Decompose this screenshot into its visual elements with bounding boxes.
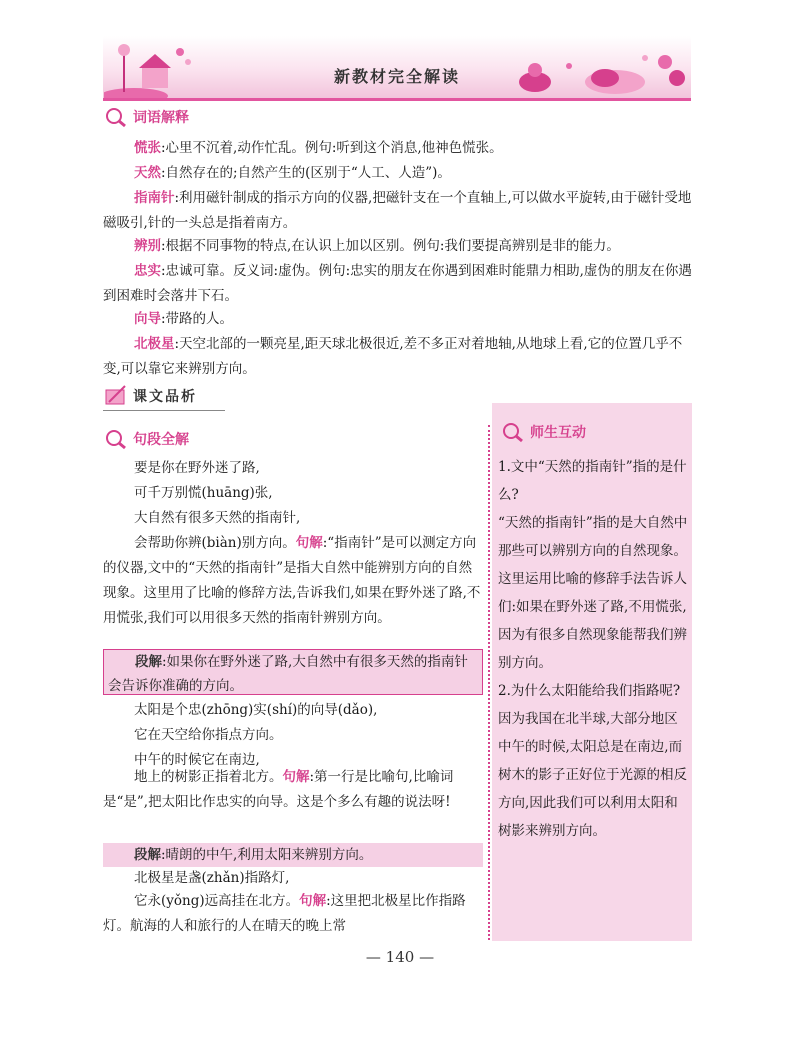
sidebar-heading	[500, 421, 586, 443]
lesson-heading-underline	[103, 410, 225, 411]
lesson-heading-text: 课文品析	[133, 389, 197, 405]
analysis-paragraph-2	[103, 765, 483, 815]
vocab-def: :心里不沉着,动作忙乱。例句:听到这个消息,他神色慌张。	[161, 140, 503, 156]
vocab-term: 慌张	[134, 140, 161, 156]
poem-stanza-3	[134, 866, 484, 891]
magnifier-icon	[103, 106, 129, 128]
vocab-heading	[103, 106, 189, 128]
vocab-def: :忠诚可靠。反义词:虚伪。例句:忠实的朋友在你遇到困难时能鼎力相助,虚伪的朋友在你遇到困难时会落井下石。	[103, 263, 692, 304]
question-1: 1.文中“天然的指南针”指的是什么?	[498, 459, 687, 503]
answer-1: “天然的指南针”指的是大自然中那些可以辨别方向的自然现象。这里运用比喻的修辞手法告诉人们:如果在野外迷了路,不用慌张,因为有很多自然现象能帮我们辨别方向。	[498, 515, 688, 671]
vocab-def: :天空北部的一颗亮星,距天球北极很近,差不多正对着地轴,从地球上看,它的位置几乎不变,可以靠它来辨别方向。	[103, 336, 683, 377]
vocab-def: :自然存在的;自然产生的(区别于“人工、人造”)。	[161, 165, 451, 181]
poem-line: 它永(yǒng)远高挂在北方。	[134, 893, 300, 909]
poem-line: 地上的树影正指着北方。	[134, 769, 283, 785]
vocab-def: :根据不同事物的特点,在认识上加以区别。例句:我们要提高辨别是非的能力。	[161, 238, 620, 254]
page-number: — 140 —	[365, 948, 435, 966]
vocab-term: 天然	[134, 165, 161, 181]
summary-text: :晴朗的中午,利用太阳来辨别方向。	[161, 847, 373, 863]
magnifier-icon	[500, 421, 526, 443]
sentence-analysis-label: 句解	[282, 769, 310, 785]
summary-text: :如果你在野外迷了路,大自然中有很多天然的指南针会告诉你准确的方向。	[108, 654, 468, 694]
vocab-item	[134, 136, 690, 161]
sentence-analysis-label: 句解	[299, 893, 327, 909]
analysis-paragraph-3	[103, 889, 483, 939]
poem-line: 它在天空给你指点方向。	[134, 727, 283, 743]
poem-line: 中午的时候它在南边,	[134, 752, 260, 768]
pencil-book-icon	[103, 384, 129, 408]
sentences-heading	[103, 428, 189, 450]
poem-line: 要是你在野外迷了路,	[134, 460, 260, 476]
house-tree-decoration-icon	[104, 42, 194, 98]
vocab-term: 忠实	[134, 263, 161, 279]
poem-line: 太阳是个忠(zhōng)实(shí)的向导(dǎo),	[134, 702, 378, 718]
vocab-item	[103, 332, 693, 382]
vocab-item	[103, 234, 693, 259]
sentence-analysis-label: 句解	[295, 535, 323, 551]
column-divider	[488, 425, 490, 940]
question-2: 2.为什么太阳能给我们指路呢?	[498, 683, 681, 699]
vocab-item	[103, 186, 693, 236]
vocab-def: :带路的人。	[161, 311, 234, 327]
analysis-paragraph-1	[103, 531, 483, 631]
magnifier-icon	[103, 428, 129, 450]
sentences-heading-text: 句段全解	[133, 432, 189, 448]
vocab-term: 辨别	[134, 238, 161, 254]
vocab-term: 向导	[134, 311, 161, 327]
lesson-analysis-heading	[103, 384, 197, 408]
vocab-list	[134, 136, 690, 186]
vocab-item	[103, 259, 693, 309]
answer-2: 因为我国在北半球,大部分地区中午的时候,太阳总是在南边,而树木的影子正好位于光源的相反方向,因此我们可以利用太阳和树影来辨别方向。	[498, 711, 687, 839]
analysis-text: :第一行是比喻句,比喻词是“是”,把太阳比作忠实的向导。这是个多么有趣的说法呀!	[103, 769, 454, 810]
vocab-term: 北极星	[134, 336, 175, 352]
poem-stanza-2	[134, 698, 484, 773]
vocab-def: :利用磁针制成的指示方向的仪器,把磁针支在一个直轴上,可以做水平旋转,由于磁针受地磁吸引,针的一头总是指着南方。	[103, 190, 692, 231]
sidebar-body	[498, 453, 690, 845]
vocab-heading-text: 词语解释	[133, 110, 189, 126]
flower-decoration-icon	[505, 48, 690, 94]
poem-line: 可千万别慌(huāng)张,	[134, 485, 273, 501]
paragraph-analysis-label: 段解	[134, 847, 161, 863]
vocab-item	[103, 307, 693, 332]
poem-line: 大自然有很多天然的指南针,	[134, 510, 301, 526]
poem-line: 北极星是盏(zhǎn)指路灯,	[134, 870, 290, 886]
sidebar-heading-text: 师生互动	[530, 425, 586, 441]
poem-line: 会帮助你辨(biàn)别方向。	[134, 535, 296, 551]
vocab-term: 指南针	[134, 190, 175, 206]
analysis-text: :这里把北极星比作指路灯。航海的人和旅行的人在晴天的晚上常	[103, 893, 466, 934]
paragraph-analysis-label: 段解	[135, 654, 162, 670]
teacher-student-sidebar	[492, 403, 692, 941]
vocab-item	[134, 161, 690, 186]
paragraph-summary-2	[103, 843, 483, 867]
analysis-text: :“指南针”是可以测定方向的仪器,文中的“天然的指南针”是指大自然中能辨别方向的自然现象。这里用了比喻的修辞方法,告诉我们,如果在野外迷了路,不用慌张,我们可以用很多天然的指南针辨别方向。	[103, 535, 481, 626]
book-title: 新教材完全解读	[333, 67, 460, 86]
paragraph-summary-1	[103, 649, 483, 695]
poem-stanza-1	[134, 456, 484, 531]
